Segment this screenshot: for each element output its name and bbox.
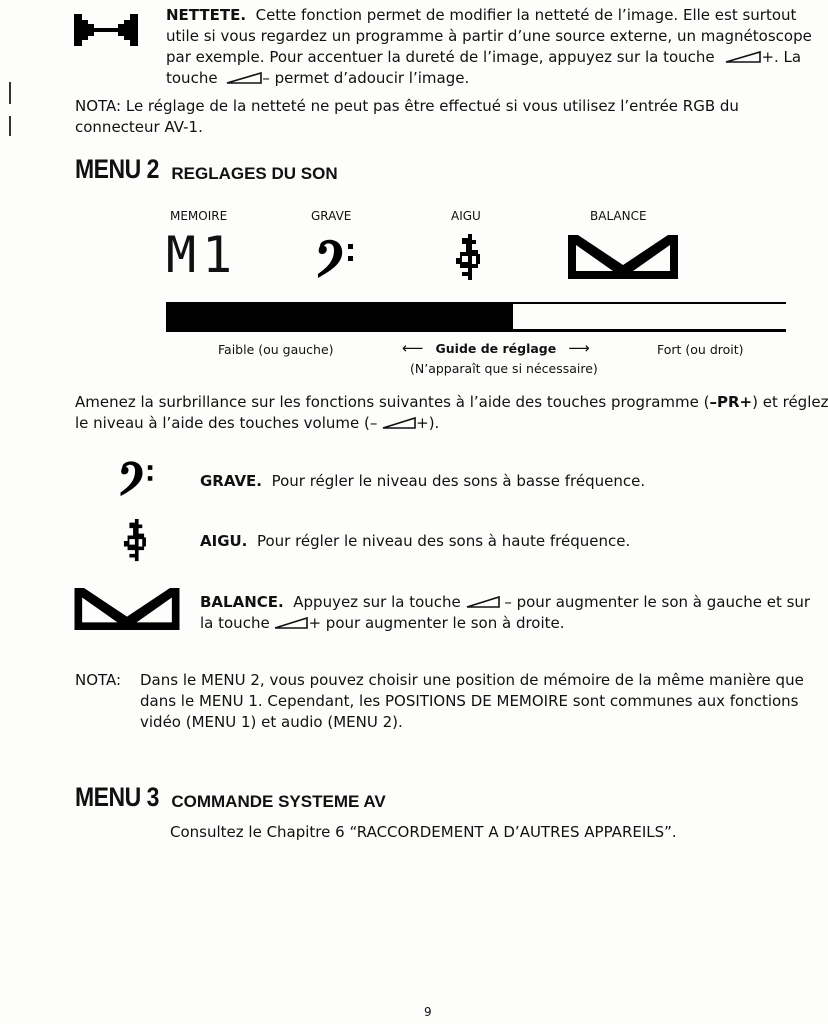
nota-label: NOTA: [75,671,122,689]
balance-icon [568,235,678,279]
menu2-heading [75,153,338,185]
volume-ramp-icon [466,596,500,608]
menu3-heading [75,781,386,813]
scale-left-label: Faible (ou gauche) [218,342,334,357]
sharpness-note-line-1: NOTA: Le réglage de la netteté ne peut pas être effectué si vous utilisez l’entrée RGB du [75,97,739,115]
balance-line-1: BALANCE. Appuyez sur la touche – pour augmenter le son à gauche et sur [200,593,811,611]
level-bar-bottom-line [166,329,786,332]
sharpness-line-3: par exemple. Pour accentuer la dureté de l’image, appuyez sur la touche +. La [166,48,802,66]
nota-line-1: Dans le MENU 2, vous pouvez choisir une position de mémoire de la même manière que [140,671,804,689]
page-number: 9 [424,1005,432,1019]
menu3-title: COMMANDE SYSTEME AV [171,792,386,811]
menu3-text: Consultez le Chapitre 6 “RACCORDEMENT A D’AUTRES APPAREILS”. [170,823,677,841]
label-memoire: MEMOIRE [170,209,228,223]
guide-label-row [402,339,590,357]
memory-display: M1 [166,226,239,284]
sharpness-icon [74,10,138,50]
balance-icon [74,588,180,630]
bass-clef-icon [316,236,354,280]
instructions-line-2: le niveau à l’aide des touches volume (– +). [75,414,440,432]
volume-ramp-icon [725,51,761,63]
grave-description: GRAVE. Pour régler le niveau des sons à basse fréquence. [200,472,646,490]
aigu-description: AIGU. Pour régler le niveau des sons à haute fréquence. [200,532,631,550]
menu3-number: MENU 3 [75,781,159,812]
level-bar [166,302,786,332]
scan-mark [9,82,11,104]
label-balance: BALANCE [590,209,647,223]
nota-line-2: dans le MENU 1. Cependant, les POSITIONS DE MEMOIRE sont communes aux fonctions [140,692,799,710]
sharpness-line-1: NETTETE. Cette fonction permet de modifier la netteté de l’image. Elle est surtout [166,6,797,24]
guide-note: (N’apparaît que si nécessaire) [410,361,598,376]
scan-mark [9,116,11,136]
label-grave: GRAVE [311,209,352,223]
menu2-number: MENU 2 [75,153,159,184]
volume-ramp-icon [226,72,262,84]
bass-clef-icon [118,458,154,498]
sharpness-line-4: touche – permet d’adoucir l’image. [166,69,470,87]
volume-ramp-icon [274,617,308,629]
level-bar-top-line [166,302,786,304]
scale-right-label: Fort (ou droit) [657,342,744,357]
treble-clef-icon [452,234,482,282]
label-aigu: AIGU [451,209,481,223]
balance-line-2: la touche + pour augmenter le son à droite. [200,614,565,632]
instructions-line-1: Amenez la surbrillance sur les fonctions suivantes à l’aide des touches programme (–PR+) et réglez [75,393,828,411]
sharpness-line-2: utile si vous regardez un programme à partir d’une source externe, un magnétoscope [166,27,812,45]
sharpness-title: NETTETE. [166,6,247,24]
nota-line-3: vidéo (MENU 1) et audio (MENU 2). [140,713,403,731]
arrow-right-icon: ⟶ [568,339,590,357]
sharpness-note-line-2: connecteur AV-1. [75,118,203,136]
volume-ramp-icon [382,417,416,429]
treble-clef-icon [120,519,148,563]
arrow-left-icon: ⟵ [402,339,424,357]
level-bar-fill [166,302,513,332]
guide-label: Guide de réglage [435,341,557,356]
menu2-title: REGLAGES DU SON [171,164,338,183]
